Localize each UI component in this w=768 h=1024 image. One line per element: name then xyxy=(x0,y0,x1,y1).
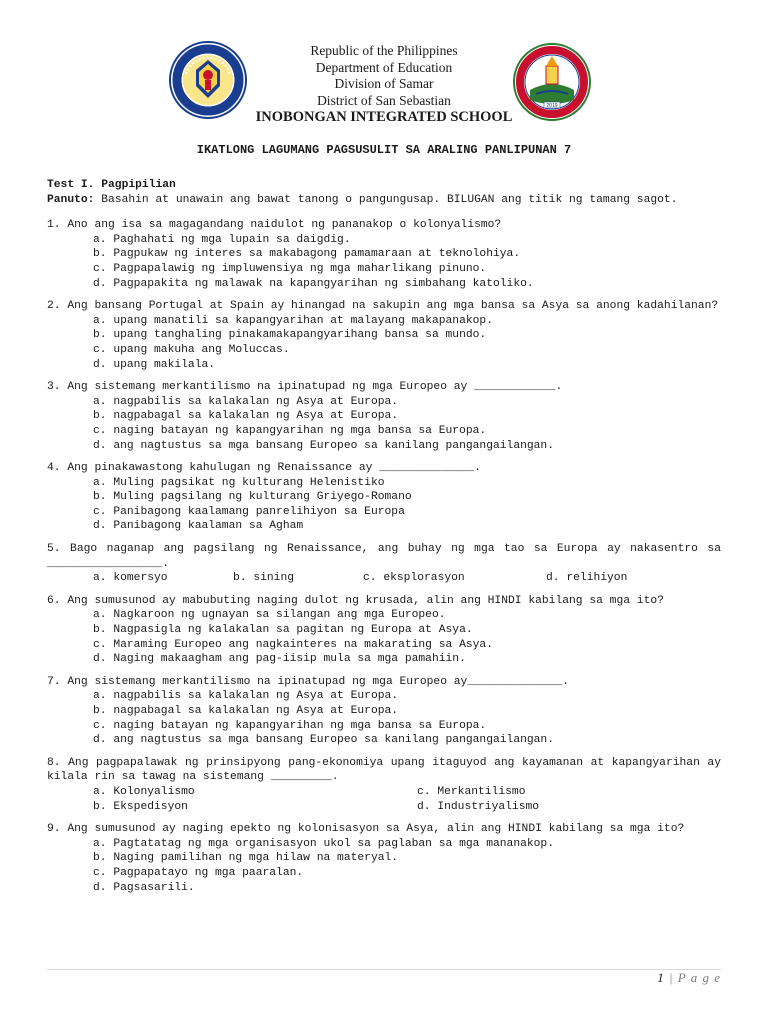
answer-option[interactable]: d. Naging makaagham ang pag-iisip mula sa mga pamahiin. xyxy=(93,653,466,666)
question-item xyxy=(47,299,721,372)
header-department: Department of Education xyxy=(315,59,453,75)
answer-option[interactable]: d. Panibagong kaalaman sa Agham xyxy=(93,520,304,533)
option-list xyxy=(93,608,721,666)
answer-option[interactable]: b. upang tanghaling pinakamakapangyarihang bansa sa mundo. xyxy=(93,329,487,342)
question-list xyxy=(47,218,721,895)
answer-option[interactable]: a. Muling pagsikat ng kulturang Helenistiko xyxy=(93,476,385,489)
answer-option[interactable]: c. Panibagong kaalamang panrelihiyon sa Europa xyxy=(93,505,405,518)
question-item xyxy=(47,218,721,291)
instructions-text: Basahin at unawain ang bawat tanong o pangungusap. BILUGAN ang titik ng tamang sagot. xyxy=(101,193,678,206)
page-word: P a g e xyxy=(677,970,721,985)
exam-title: IKATLONG LAGUMANG PAGSUSULIT SA ARALING PANLIPUNAN 7 xyxy=(196,143,572,157)
answer-option[interactable]: a. upang manatili sa kapangyarihan at malayang makapanakop. xyxy=(93,314,493,327)
answer-option[interactable]: d. Industriyalismo xyxy=(417,800,540,813)
test-heading: Test I. Pagpipilian xyxy=(47,179,176,191)
answer-option[interactable]: b. Nagpasigla ng kalakalan sa pagitan ng Europa at Asya. xyxy=(93,624,473,637)
answer-option[interactable]: c. Merkantilismo xyxy=(417,785,526,798)
question-item xyxy=(47,542,721,586)
option-list xyxy=(93,395,721,453)
answer-option[interactable]: b. sining xyxy=(233,572,295,585)
document-header xyxy=(0,40,768,126)
header-text-block xyxy=(0,43,768,126)
question-item xyxy=(47,822,721,895)
page-footer xyxy=(657,970,721,986)
answer-option[interactable]: d. ang nagtustus sa mga bansang Europeo sa kanilang pangangailangan. xyxy=(93,734,554,747)
question-stem: 1. Ano ang isa sa magagandang naidulot ng pananakop o kolonyalismo? xyxy=(47,219,502,232)
question-stem: 8. Ang pagpapalawak ng prinsipyong pang-ekonomiya upang itaguyod ang kayamanan at kapangyarihan ay kilala rin sa tawag na sistemang _________. xyxy=(47,756,721,784)
answer-option[interactable]: c. eksplorasyon xyxy=(363,572,465,585)
option-list xyxy=(93,689,721,747)
answer-option[interactable]: a. Pagtatatag ng mga organisasyon ukol sa paglaban sa mga mananakop. xyxy=(93,837,554,850)
answer-option[interactable]: a. Kolonyalismo xyxy=(93,785,195,798)
option-grid xyxy=(93,785,721,814)
instructions-label: Panuto: xyxy=(47,193,95,206)
school-seal-logo xyxy=(512,42,592,122)
page-number: 1 xyxy=(657,970,665,985)
header-school-name: INOBONGAN INTEGRATED SCHOOL xyxy=(255,109,513,125)
option-list xyxy=(93,314,721,372)
answer-option[interactable]: b. Muling pagsilang ng kulturang Griyego-Romano xyxy=(93,491,412,504)
header-district: District of San Sebastian xyxy=(317,92,451,108)
answer-option[interactable]: c. Pagpapalawig ng impluwensiya ng mga maharlikang pinuno. xyxy=(93,262,487,275)
question-stem: 7. Ang sistemang merkantilismo na ipinatupad ng mga Europeo ay______________. xyxy=(47,675,570,688)
question-item xyxy=(47,461,721,534)
option-list xyxy=(93,837,721,895)
answer-option[interactable]: c. upang makuha ang Moluccas. xyxy=(93,343,290,356)
question-stem: 4. Ang pinakawastong kahulugan ng Renaissance ay ______________. xyxy=(47,462,481,475)
answer-option[interactable]: a. komersyo xyxy=(93,572,168,585)
question-item xyxy=(47,675,721,748)
question-item xyxy=(47,594,721,667)
answer-option[interactable]: a. Paghahati ng mga lupain sa daigdig. xyxy=(93,233,351,246)
answer-option[interactable]: c. naging batayan ng kapangyarihan ng mga bansa sa Europa. xyxy=(93,424,487,437)
question-stem: 9. Ang sumusunod ay naging epekto ng kolonisasyon sa Asya, alin ang HINDI kabilang sa mga ito? xyxy=(47,823,685,836)
answer-option[interactable]: d. relihiyon xyxy=(546,572,628,585)
header-division: Division of Samar xyxy=(334,76,434,91)
option-list xyxy=(93,476,721,534)
answer-option[interactable]: b. nagpabagal sa kalakalan ng Asya at Europa. xyxy=(93,410,399,423)
question-item xyxy=(47,756,721,814)
question-stem: 6. Ang sumusunod ay mabubuting naging dulot ng krusada, alin ang HINDI kabilang sa mga ito? xyxy=(47,594,664,607)
answer-option[interactable]: d. Pagsasarili. xyxy=(93,881,195,894)
answer-option[interactable]: a. nagpabilis sa kalakalan ng Asya at Europa. xyxy=(93,690,399,703)
question-stem: 3. Ang sistemang merkantilismo na ipinatupad ng mga Europeo ay ____________. xyxy=(47,381,563,394)
answer-option[interactable]: d. upang makilala. xyxy=(93,358,216,371)
answer-option[interactable]: b. nagpabagal sa kalakalan ng Asya at Europa. xyxy=(93,705,399,717)
answer-option[interactable]: c. Pagpapatayo ng mga paaralan. xyxy=(93,866,304,879)
option-list-inline xyxy=(93,571,721,586)
footer-divider xyxy=(47,969,721,970)
answer-option[interactable]: d. ang nagtustus sa mga bansang Europeo sa kanilang pangangailangan. xyxy=(93,439,554,452)
instructions xyxy=(47,193,721,208)
exam-content xyxy=(47,178,721,895)
question-item xyxy=(47,380,721,453)
page-separator: | xyxy=(668,970,674,985)
header-republic: Republic of the Philippines xyxy=(310,43,458,58)
answer-option[interactable]: a. Nagkaroon ng ugnayan sa silangan ang mga Europeo. xyxy=(93,609,446,622)
answer-option[interactable]: d. Pagpapakita ng malawak na kapangyarihan ng simbahang katoliko. xyxy=(93,277,534,290)
option-list xyxy=(93,233,721,291)
school-seal-year: 2019 xyxy=(546,103,558,109)
answer-option[interactable]: b. Pagpukaw ng interes sa makabagong pamamaraan at teknolohiya. xyxy=(93,248,521,261)
question-stem: 5. Bago naganap ang pagsilang ng Renaissance, ang buhay ng mga tao sa Europa ay nakasentro sa _________________. xyxy=(47,543,721,570)
answer-option[interactable]: b. Naging pamilihan ng mga hilaw na materyal. xyxy=(93,852,399,865)
answer-option[interactable]: a. nagpabilis sa kalakalan ng Asya at Europa. xyxy=(93,395,399,408)
answer-option[interactable]: c. naging batayan ng kapangyarihan ng mga bansa sa Europa. xyxy=(93,719,487,732)
answer-option[interactable]: b. Ekspedisyon xyxy=(93,800,188,813)
answer-option[interactable]: c. Maraming Europeo ang nagkainteres na makarating sa Asya. xyxy=(93,638,493,651)
question-stem: 2. Ang bansang Portugal at Spain ay hinangad na sakupin ang mga bansa sa Asya sa anong kadahilanan? xyxy=(47,300,719,313)
